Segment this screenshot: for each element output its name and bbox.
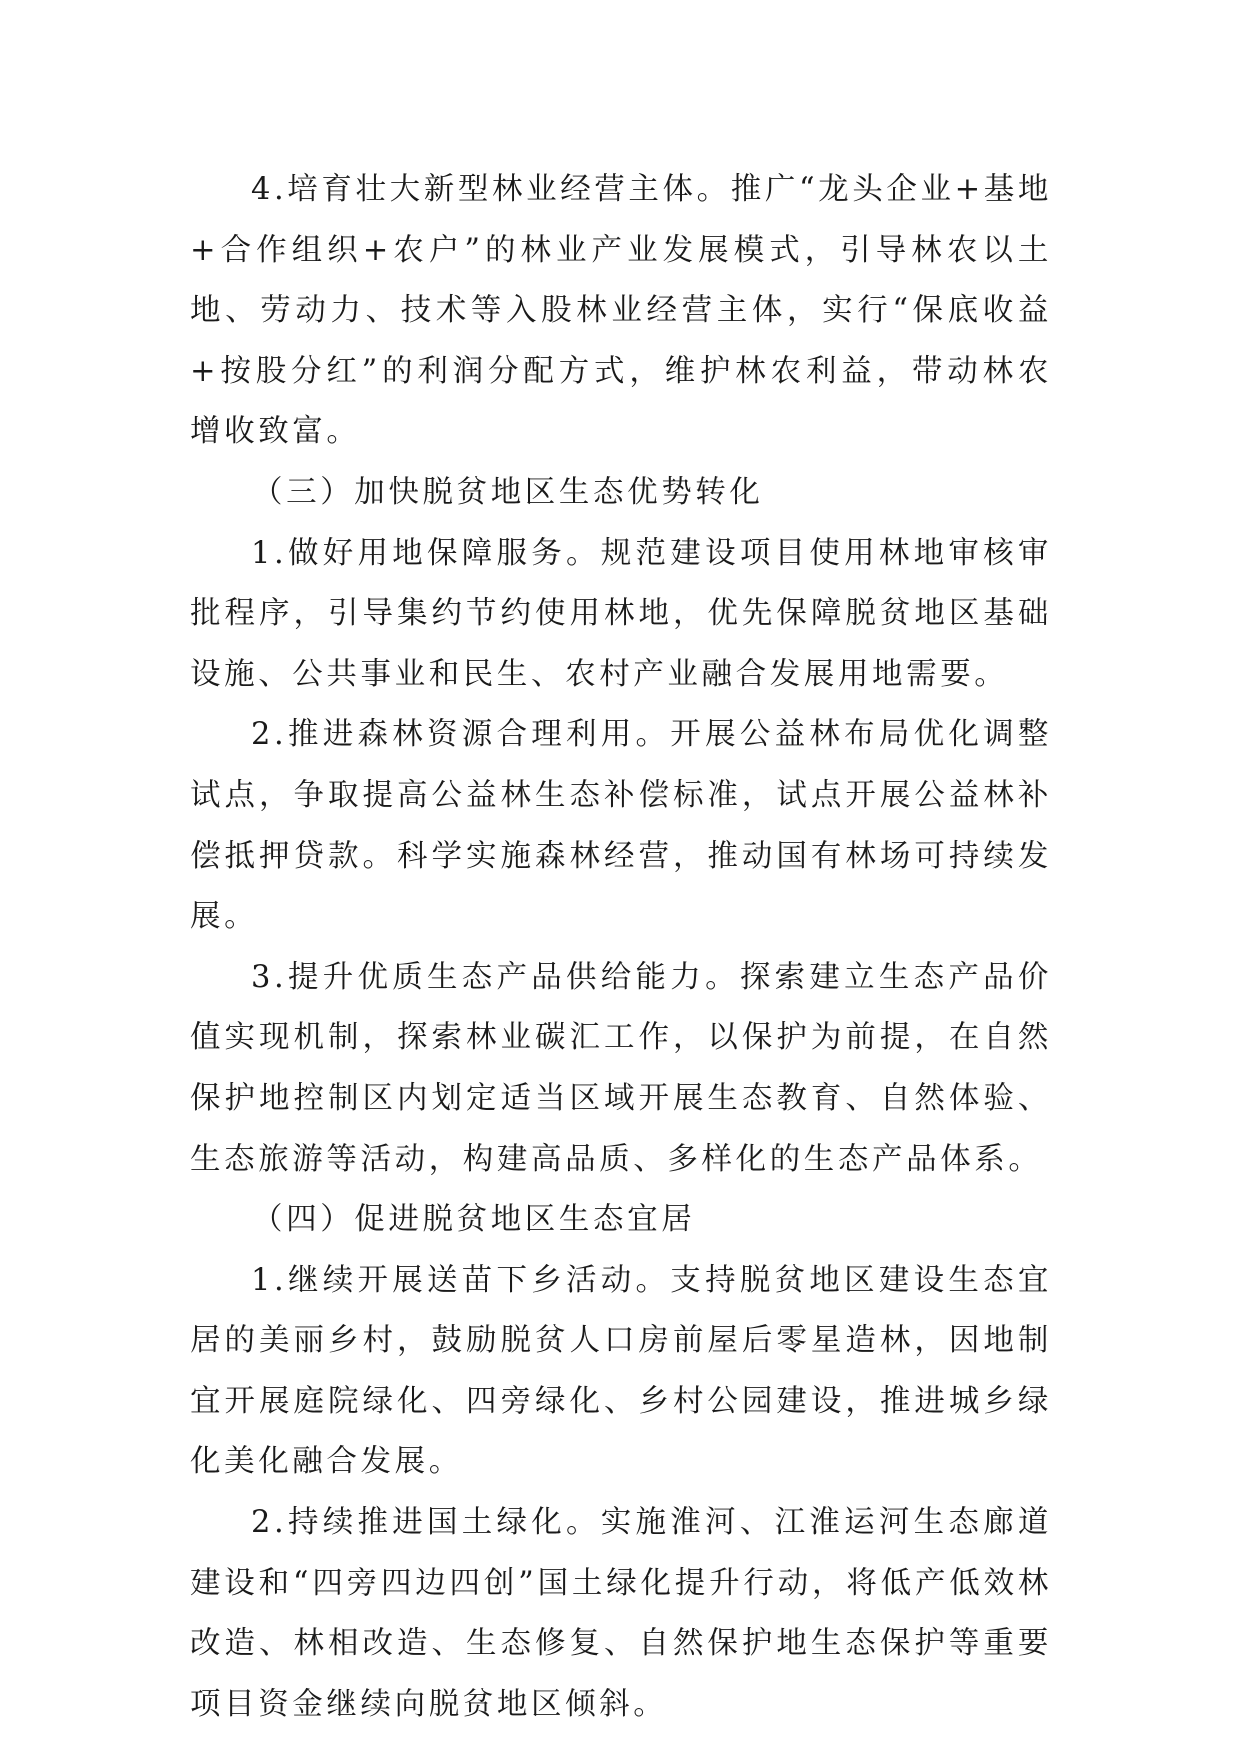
- document-page: [190, 160, 1052, 1735]
- paragraph-seedlings-to-villages: 1.继续开展送苗下乡活动。支持脱贫地区建设生态宜居的美丽乡村，鼓励脱贫人口房前屋后零星造林，因地制宜开展庭院绿化、四旁绿化、乡村公园建设，推进城乡绿化美化融合发展。: [190, 1262, 1052, 1480]
- paragraph-new-forestry-operators: 4.培育壮大新型林业经营主体。推广“龙头企业+基地+合作组织+农户”的林业产业发展模式，引导林农以土地、劳动力、技术等入股林业经营主体，实行“保底收益+按股分红”的利润分配方式，维护林农利益，带动林农增收致富。: [190, 172, 1052, 450]
- paragraph-land-use-guarantee: 1.做好用地保障服务。规范建设项目使用林地审核审批程序，引导集约节约使用林地，优先保障脱贫地区基础设施、公共事业和民生、农村产业融合发展用地需要。: [190, 535, 1052, 692]
- section-heading-3: （三）加快脱贫地区生态优势转化: [252, 474, 764, 510]
- paragraph-eco-products: 3.提升优质生态产品供给能力。探索建立生态产品价值实现机制，探索林业碳汇工作，以保护为前提，在自然保护地控制区内划定适当区域开展生态教育、自然体验、生态旅游等活动，构建高品质、多样化的生态产品体系。: [190, 959, 1052, 1177]
- paragraph-forest-resource-use: 2.推进森林资源合理利用。开展公益林布局优化调整试点，争取提高公益林生态补偿标准，试点开展公益林补偿抵押贷款。科学实施森林经营，推动国有林场可持续发展。: [190, 717, 1052, 935]
- section-heading-4: （四）促进脱贫地区生态宜居: [252, 1202, 696, 1238]
- paragraph-land-greening: 2.持续推进国土绿化。实施淮河、江淮运河生态廊道建设和“四旁四边四创”国土绿化提升行动，将低产低效林改造、林相改造、生态修复、自然保护地生态保护等重要项目资金继续向脱贫地区倾斜。: [190, 1505, 1052, 1722]
